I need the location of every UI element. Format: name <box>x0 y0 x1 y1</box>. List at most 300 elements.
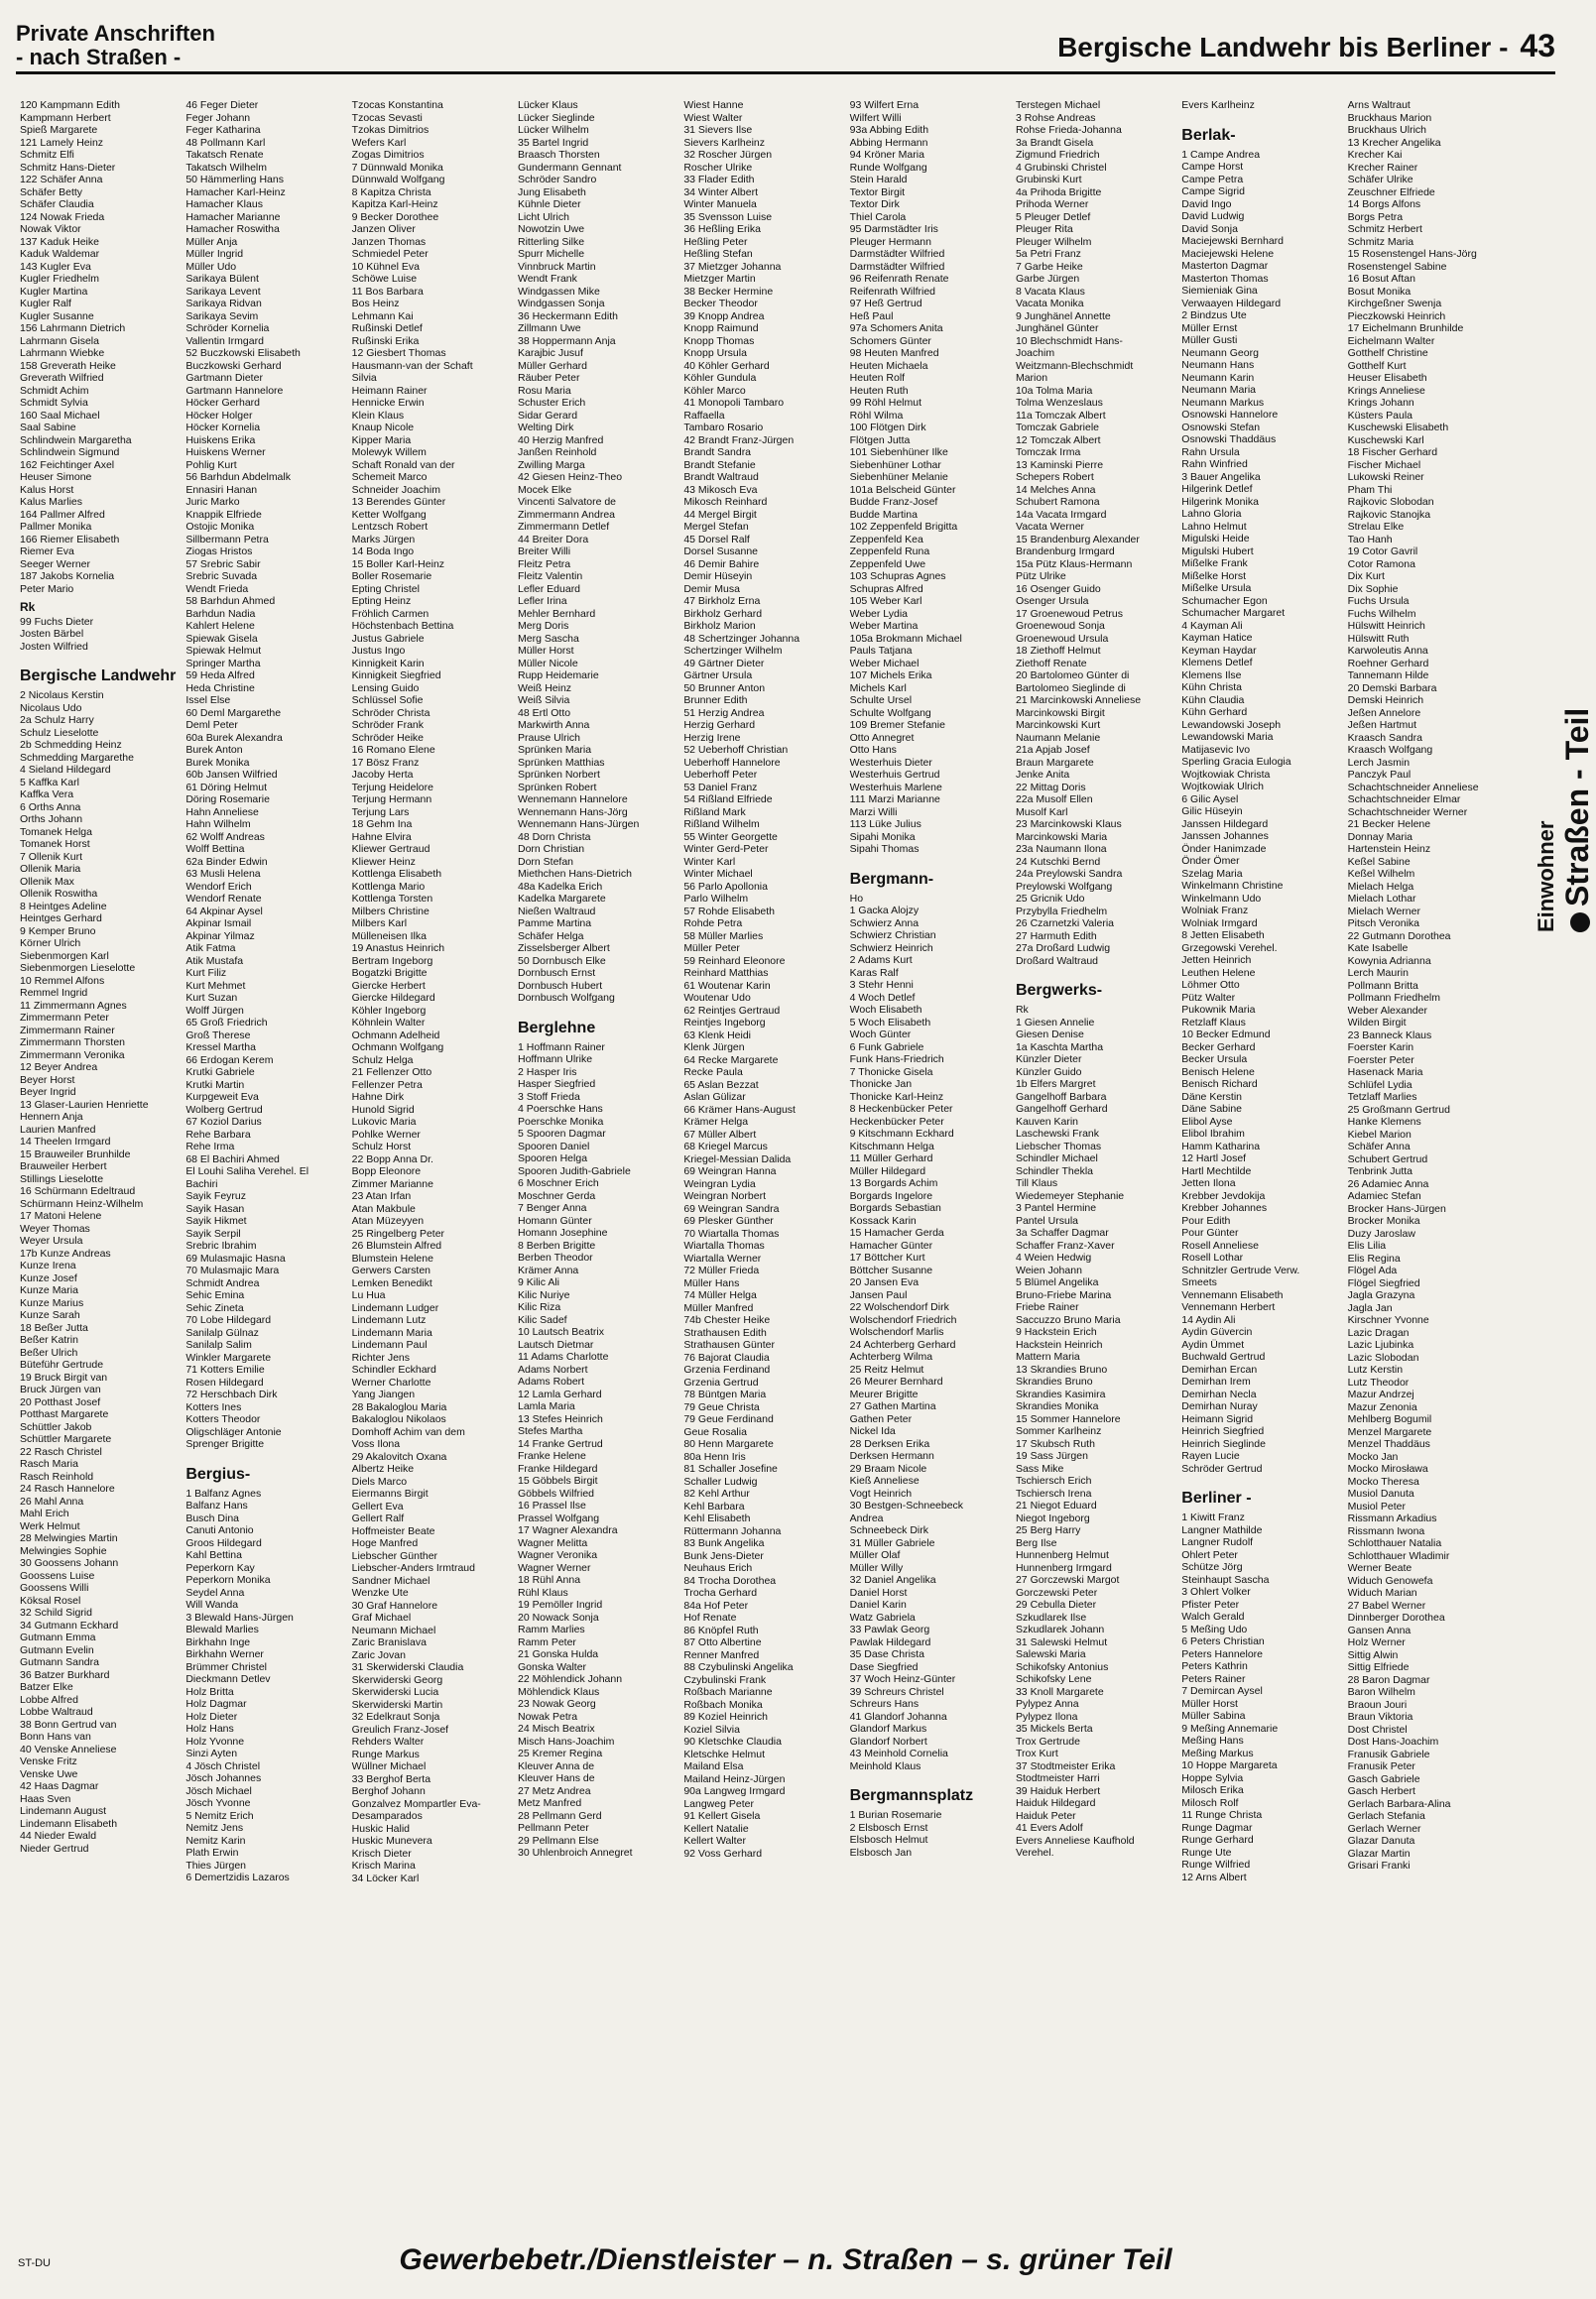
list-item: 13 Berendes Günter <box>351 496 446 508</box>
list-item: 5 Spooren Dagmar <box>517 1128 606 1140</box>
list-item: Pellmann Peter <box>517 1822 589 1834</box>
list-item: Giercke Herbert <box>351 979 426 992</box>
list-item: 42 Haas Dagmar <box>20 1780 99 1792</box>
list-item: Skerwiderski Georg <box>351 1673 443 1686</box>
list-item: Kraasch Wolfgang <box>1347 744 1433 756</box>
list-item: Runge Dagmar <box>1181 1821 1253 1834</box>
list-item: Kilic Riza <box>517 1301 561 1313</box>
list-item: Schütze Jörg <box>1181 1561 1243 1573</box>
list-item: Gotthelf Kurt <box>1347 359 1407 372</box>
list-item: 17 Böttcher Kurt <box>849 1252 925 1264</box>
list-item: 7 Thonicke Gisela <box>849 1065 933 1078</box>
list-item: Borgards Sebastian <box>849 1202 941 1214</box>
list-item: Sanilalp Salim <box>185 1339 252 1351</box>
list-item: Watz Gabriela <box>849 1611 916 1624</box>
list-item: 2b Schmedding Heinz <box>20 739 122 751</box>
list-item: Kurt Suzan <box>185 992 238 1004</box>
list-item: Reintjes Ingeborg <box>683 1017 766 1028</box>
list-item: Siebenhüner Lothar <box>849 458 941 471</box>
list-item: Dorn Christian <box>517 843 585 855</box>
list-item: 25 Großmann Gertrud <box>1347 1103 1450 1116</box>
list-item: Müller Peter <box>683 942 740 954</box>
list-item: Kinnigkeit Karin <box>351 657 425 669</box>
list-item: Stodtmeister Harri <box>1015 1772 1100 1784</box>
list-item: Pollmann Britta <box>1347 979 1418 992</box>
list-item: 113 Lüke Julius <box>849 818 921 830</box>
list-item: 97a Schomers Anita <box>849 322 943 334</box>
list-item: Vacata Werner <box>1015 521 1085 533</box>
list-item: Tetzlaff Marlies <box>1347 1091 1417 1103</box>
list-item: Braoun Jouri <box>1347 1698 1408 1711</box>
list-item: 16 Osenger Guido <box>1015 582 1101 595</box>
list-item: 84 Trocha Dorothea <box>683 1574 777 1587</box>
list-item: Thies Jürgen <box>185 1859 247 1872</box>
list-item: 19 Pemöller Ingrid <box>517 1599 603 1611</box>
list-item: Burek Anton <box>185 744 243 756</box>
list-item: Pitsch Veronika <box>1347 917 1419 929</box>
list-item: Kugler Friedhelm <box>20 273 99 285</box>
list-item: Wolschendorf Friedrich <box>849 1313 957 1326</box>
list-item: 28 Bakaloglou Maria <box>351 1400 447 1413</box>
list-item: Becker Gerhard <box>1181 1040 1256 1053</box>
list-item: Schürmann Heinz-Wilhelm <box>20 1197 144 1210</box>
list-item: Merg Sascha <box>517 632 579 645</box>
list-item: Dorn Stefan <box>517 855 574 868</box>
list-item: Siebenhüner Melanie <box>849 471 948 483</box>
list-item: Jeßen Hartmut <box>1347 719 1417 731</box>
list-item: Sperling Gracia Eulogia <box>1181 756 1291 768</box>
list-item: Groos Hildegard <box>185 1536 262 1549</box>
list-item: Vennemann Elisabeth <box>1181 1288 1284 1301</box>
list-item: Groenewoud Sonja <box>1015 620 1105 632</box>
list-item: Elis Lilia <box>1347 1240 1387 1252</box>
list-item: 143 Kugler Eva <box>20 260 91 273</box>
list-item: Lefler Eduard <box>517 582 581 595</box>
list-item: Zimmermann Peter <box>20 1012 109 1024</box>
list-item: Kunze Maria <box>20 1284 78 1296</box>
list-item: Klein Klaus <box>351 409 405 422</box>
list-item: Michels Karl <box>849 681 907 694</box>
list-item: Langner Mathilde <box>1181 1523 1263 1536</box>
list-item: Rk <box>1015 1004 1029 1016</box>
list-item: Marion <box>1015 372 1048 384</box>
list-item: Schmitz Hans-Dieter <box>20 161 116 174</box>
list-item: Kilic Sadef <box>517 1313 567 1326</box>
list-item: Groß Therese <box>185 1028 251 1041</box>
list-item: Brandenburg Irmgard <box>1015 545 1115 557</box>
list-item: 4 Kayman Ali <box>1181 619 1243 632</box>
list-item: Glandorf Norbert <box>849 1735 927 1748</box>
list-item: Westerhuis Gertrud <box>849 769 940 781</box>
list-item: Moschner Gerda <box>517 1189 596 1202</box>
list-item: 21 Niegot Eduard <box>1015 1500 1097 1512</box>
list-item: Epting Christel <box>351 582 420 595</box>
list-item: Liebscher Günther <box>351 1549 438 1562</box>
list-item: Müller Manfred <box>683 1301 754 1314</box>
list-item: 158 Greverath Heike <box>20 359 116 372</box>
list-item: Kayman Hatice <box>1181 632 1253 644</box>
list-item: Rasch Maria <box>20 1458 78 1470</box>
list-item: Strathausen Günter <box>683 1339 775 1351</box>
list-item: 34 Winter Albert <box>683 185 759 198</box>
list-item: Ho <box>849 892 864 905</box>
list-item: Spiewak Helmut <box>185 645 262 657</box>
list-item: 59 Heda Alfred <box>185 669 255 681</box>
list-item: Wagner Veronika <box>517 1549 598 1561</box>
list-item: 6 Demertzidis Lazaros <box>185 1872 290 1883</box>
street-heading: Berglehne <box>517 1019 596 1036</box>
list-item: 20 Demski Barbara <box>1347 681 1437 694</box>
list-item: Franusik Peter <box>1347 1760 1415 1772</box>
list-item: Hunnenberg Helmut <box>1015 1549 1109 1561</box>
list-item: Kadelka Margarete <box>517 893 606 905</box>
list-item: Neuhaus Erich <box>683 1562 753 1574</box>
list-item: 86 Knöpfel Ruth <box>683 1624 759 1636</box>
list-item: Gasch Gabriele <box>1347 1772 1420 1785</box>
list-item: Kressel Martha <box>185 1041 256 1053</box>
list-item: Runge Markus <box>351 1748 420 1760</box>
list-item: 15 Hamacher Gerda <box>849 1227 944 1239</box>
list-item: Ramm Peter <box>517 1635 576 1648</box>
list-item: Krisch Marina <box>351 1860 416 1872</box>
list-item: Heda Christine <box>185 681 255 694</box>
list-item: Ziogas Hristos <box>185 545 253 557</box>
list-item: Metz Manfred <box>517 1797 582 1809</box>
list-item: Reifenrath Wilfried <box>849 285 936 298</box>
street-heading: Bergmann- <box>849 870 934 888</box>
list-item: Schneebeck Dirk <box>849 1524 929 1536</box>
list-item: Eiermanns Birgit <box>351 1488 429 1500</box>
list-item: 69 Plesker Günther <box>683 1215 774 1227</box>
list-item: 12 Tomczak Albert <box>1015 433 1101 446</box>
list-item: Schindler Eckhard <box>351 1364 436 1376</box>
list-item: 11 Bos Barbara <box>351 285 424 298</box>
list-item: Kottlenga Torsten <box>351 893 433 905</box>
list-item: Koziel Silvia <box>683 1723 740 1736</box>
list-item: Molewyk Willem <box>351 446 427 458</box>
list-item: Wagner Werner <box>517 1561 591 1574</box>
list-item: 1 Gacka Alojzy <box>849 905 920 916</box>
list-item: Keßel Wilhelm <box>1347 868 1415 880</box>
list-item: Nowotzin Uwe <box>517 223 585 235</box>
list-item: 13 Stefes Heinrich <box>517 1412 603 1425</box>
list-item: 38 Bonn Gertrud van <box>20 1718 117 1731</box>
list-item: Schuster Erich <box>517 397 586 409</box>
list-item: Schmidt Achim <box>20 384 89 397</box>
list-item: Sehic Emina <box>185 1289 245 1301</box>
list-item: Ennasiri Hanan <box>185 483 258 496</box>
list-item: 16 Bosut Aftan <box>1347 273 1415 285</box>
list-item: Ritterling Silke <box>517 235 585 248</box>
list-item: Brocker Hans-Jürgen <box>1347 1202 1446 1215</box>
list-item: Gathen Peter <box>849 1412 913 1425</box>
list-item: Rühl Klaus <box>517 1586 568 1599</box>
list-item: Schröder Heike <box>351 731 425 744</box>
list-item: 2 Adams Kurt <box>849 954 913 966</box>
list-item: Holz Dagmar <box>185 1698 247 1710</box>
list-item: 46 Demir Bahire <box>683 557 760 570</box>
list-item: Vogt Heinrich <box>849 1487 913 1500</box>
list-item: Potthast Margarete <box>20 1408 109 1420</box>
list-item: Kinnigkeit Siegfried <box>351 669 441 681</box>
street-heading: Berliner - <box>1181 1490 1252 1507</box>
list-item: Pour Günter <box>1181 1227 1239 1239</box>
list-item: 8 Berben Brigitte <box>517 1239 596 1252</box>
list-item: Wiartalla Thomas <box>683 1240 765 1252</box>
list-item: Zimmermann Andrea <box>517 508 616 521</box>
list-item: Marcinkowski Maria <box>1015 830 1108 843</box>
list-item: 27 Harmuth Edith <box>1015 929 1097 942</box>
list-item: Beßer Katrin <box>20 1334 78 1346</box>
list-item: Jösch Yvonne <box>185 1797 251 1809</box>
list-item: Weyer Ursula <box>20 1235 83 1247</box>
list-item: 74b Chester Heike <box>683 1314 771 1326</box>
list-item: Masterton Thomas <box>1181 272 1269 285</box>
list-item: 31 Skerwiderski Claudia <box>351 1661 464 1673</box>
list-item: 58 Barhdun Ahmed <box>185 595 276 607</box>
list-item: Hamacher Roswitha <box>185 223 280 235</box>
list-item: Orths Johann <box>20 813 83 825</box>
list-item: 101 Siebenhüner Ilke <box>849 446 948 458</box>
list-item: Karwoleutis Anna <box>1347 645 1428 657</box>
list-item: Rupp Heidemarie <box>517 669 599 681</box>
list-item: Rasch Reinhold <box>20 1470 94 1483</box>
list-item: Schmitz Elfi <box>20 149 74 161</box>
list-item: 1 Burian Rosemarie <box>849 1809 942 1821</box>
list-item: Kilic Nuriye <box>517 1288 570 1301</box>
list-item: 10 Kühnel Eva <box>351 260 420 273</box>
list-item: Wiest Hanne <box>683 99 744 111</box>
list-item: 90 Kletschke Claudia <box>683 1736 782 1748</box>
list-item: Pollmann Friedhelm <box>1347 992 1440 1004</box>
list-item: Sarikaya Ridvan <box>185 298 262 309</box>
list-item: Pfister Peter <box>1181 1598 1240 1611</box>
list-item: Tomczak Gabriele <box>1015 422 1099 433</box>
list-item: 2 Bindzus Ute <box>1181 309 1247 321</box>
list-item: Aslan Gülizar <box>683 1091 746 1103</box>
list-item: 102 Zeppenfeld Brigitta <box>849 521 958 533</box>
list-item: Saccuzzo Bruno Maria <box>1015 1313 1121 1326</box>
list-item: Schikofsky Antonius <box>1015 1660 1109 1673</box>
list-item: Werner Beate <box>1347 1562 1412 1574</box>
list-item: Steinhaupt Sascha <box>1181 1573 1270 1586</box>
list-item: Zimmermann Veronika <box>20 1048 125 1061</box>
list-item: Weber Martina <box>849 620 919 632</box>
list-item: Kühn Gerhard <box>1181 706 1248 718</box>
list-item: Plath Erwin <box>185 1847 239 1859</box>
list-item: 48a Kadelka Erich <box>517 880 603 893</box>
list-item: Kipper Maria <box>351 433 412 446</box>
street-heading: Bergius- <box>185 1465 251 1483</box>
list-item: Krebber Johannes <box>1181 1202 1268 1214</box>
list-item: Siebenmorgen Lieselotte <box>20 962 136 974</box>
list-item: 11 Zimmermann Agnes <box>20 999 127 1012</box>
list-item: Rahn Ursula <box>1181 445 1240 458</box>
list-item: Schulte Wolfgang <box>849 706 931 719</box>
list-item: Krämer Helga <box>683 1116 749 1128</box>
list-item: 34 Gutmann Eckhard <box>20 1619 119 1632</box>
list-item: Ziethoff Renate <box>1015 657 1087 669</box>
list-item: Bonn Hans van <box>20 1731 91 1743</box>
list-item: 83 Bunk Angelika <box>683 1537 765 1549</box>
list-item: Bachiri <box>185 1177 218 1190</box>
list-item: Gerlach Werner <box>1347 1822 1421 1835</box>
list-item: 16 Schürmann Edeltraud <box>20 1185 136 1197</box>
list-item: Schulz Helga <box>351 1053 414 1066</box>
list-item: Gundermann Gennant <box>517 161 622 174</box>
list-item: Müller Horst <box>517 645 574 657</box>
list-item: Wolberg Gertrud <box>185 1103 263 1116</box>
list-item: Pleuger Wilhelm <box>1015 235 1092 248</box>
list-item: Kunze Josef <box>20 1271 77 1284</box>
list-item: Janzen Thomas <box>351 235 427 248</box>
list-item: Zimmer Marianne <box>351 1177 433 1190</box>
list-item: Dieckmann Detlev <box>185 1673 271 1685</box>
list-item: 29 Cebulla Dieter <box>1015 1599 1097 1611</box>
list-item: Schaller Ludwig <box>683 1475 758 1488</box>
list-item: Lukowski Reiner <box>1347 471 1424 483</box>
list-item: Rajkovic Stanojka <box>1347 508 1431 521</box>
street-heading: Berlak- <box>1181 126 1236 144</box>
list-item: Klenk Jürgen <box>683 1041 745 1053</box>
list-item: Müller Ingrid <box>185 248 244 260</box>
list-item: 8 Vacata Klaus <box>1015 285 1085 298</box>
list-item: Schäfer Claudia <box>20 198 94 210</box>
list-item: 13 Krecher Angelika <box>1347 136 1441 149</box>
list-item: Tomczak Irma <box>1015 446 1081 458</box>
list-item: 1b Elfers Margret <box>1015 1078 1096 1090</box>
list-item: Schwierz Heinrich <box>849 941 933 954</box>
list-item: Lerch Jasmin <box>1347 756 1411 769</box>
list-item: Sanilalp Gülnaz <box>185 1326 259 1339</box>
list-item: 9 Junghänel Annette <box>1015 309 1111 322</box>
list-item: Musiol Peter <box>1347 1500 1406 1512</box>
list-item: Menzel Margarete <box>1347 1425 1432 1438</box>
list-item: 9 Meßing Annemarie <box>1181 1722 1279 1735</box>
list-item: Schachtschneider Werner <box>1347 805 1468 818</box>
list-item: Heuser Simone <box>20 471 92 483</box>
list-item: Holz Werner <box>1347 1636 1406 1648</box>
list-item: 1 Giesen Annelie <box>1015 1016 1095 1028</box>
list-item: Blumstein Helene <box>351 1252 433 1265</box>
list-item: Tschiersch Irena <box>1015 1487 1092 1500</box>
list-item: Kotters Theodor <box>185 1413 261 1425</box>
list-item: Milbers Karl <box>351 917 408 929</box>
header-title: Bergische Landwehr bis Berliner - <box>1057 32 1509 62</box>
list-item: Dorsel Susanne <box>683 545 759 557</box>
list-item: 8 Heintges Adeline <box>20 900 107 912</box>
list-item: Feger Johann <box>185 111 251 124</box>
list-item: 22 Rasch Christel <box>20 1445 102 1458</box>
list-item: Birkhahn Inge <box>185 1635 251 1648</box>
bullet-dot-icon <box>1570 912 1590 932</box>
list-item: Lerch Maurin <box>1347 967 1409 979</box>
list-item: Lazic Ljubinka <box>1347 1339 1414 1351</box>
list-item: Widuch Marian <box>1347 1587 1417 1599</box>
list-item: Gärtner Ursula <box>683 669 753 681</box>
list-item: 44 Nieder Ewald <box>20 1830 97 1842</box>
list-item: Schäfer Helga <box>517 929 584 942</box>
list-item: Göbbels Wilfried <box>517 1487 595 1500</box>
list-item: 31 Salewski Helmut <box>1015 1635 1108 1648</box>
list-item: 25 Berg Harry <box>1015 1524 1081 1536</box>
list-item: 3a Brandt Gisela <box>1015 136 1094 149</box>
list-item: Hartl Mechtilde <box>1181 1164 1252 1177</box>
column-5 <box>683 99 843 2222</box>
list-item: Heßling Stefan <box>683 248 753 260</box>
list-item: Osnowski Hannelore <box>1181 409 1279 421</box>
list-item: 19 Bruck Birgit van <box>20 1371 108 1384</box>
list-item: Przybylla Friedhelm <box>1015 905 1108 917</box>
list-item: Weiß Heinz <box>517 681 572 694</box>
list-item: Runde Wolfgang <box>849 161 927 174</box>
list-item: 70 Lobe Hildegard <box>185 1314 272 1326</box>
list-item: 26 Adamiec Anna <box>1347 1177 1429 1190</box>
list-item: Borgs Petra <box>1347 210 1404 223</box>
list-item: Heuser Elisabeth <box>1347 372 1427 384</box>
list-item: Rajkovic Slobodan <box>1347 496 1434 508</box>
list-item: 48 Pollmann Karl <box>185 136 266 149</box>
list-item: Rahn Winfried <box>1181 458 1248 470</box>
list-item: 9 Kilic Ali <box>517 1276 559 1288</box>
list-item: Lindemann August <box>20 1805 106 1817</box>
list-item: 6 Orths Anna <box>20 800 81 813</box>
column-2 <box>185 99 345 2222</box>
list-item: 91 Kellert Gisela <box>683 1810 761 1822</box>
list-item: 18 Ziethoff Helmut <box>1015 645 1101 657</box>
list-item: Kehl Barbara <box>683 1500 745 1512</box>
list-item: 95 Darmstädter Iris <box>849 223 938 235</box>
list-item: Kriegel-Messian Dalida <box>683 1152 792 1165</box>
list-item: Zogas Dimitrios <box>351 149 425 161</box>
list-item: Herzig Irene <box>683 731 741 744</box>
list-item: Sprünken Matthias <box>517 756 605 769</box>
list-item: Runge Gerhard <box>1181 1834 1254 1846</box>
list-item: Adams Robert <box>517 1376 585 1388</box>
list-item: Däne Kerstin <box>1181 1090 1242 1103</box>
list-item: Achterberg Wilma <box>849 1351 933 1363</box>
list-item: 21 Fellenzer Otto <box>351 1066 432 1078</box>
list-item: 162 Feichtinger Axel <box>20 458 115 471</box>
list-item: Wendorf Renate <box>185 893 262 905</box>
list-item: Nemitz Karin <box>185 1834 246 1847</box>
list-item: 10 Hoppe Margareta <box>1181 1759 1278 1771</box>
list-item: 6 Gilic Aysel <box>1181 792 1239 805</box>
list-item: Venske Fritz <box>20 1755 77 1767</box>
list-item: 19 Anastus Heinrich <box>351 942 445 954</box>
list-item: Jeßen Annelore <box>1347 706 1421 719</box>
list-item: 36 Heckermann Edith <box>517 309 618 322</box>
list-item: 51 Herzig Andrea <box>683 706 765 719</box>
list-item: 52 Ueberhoff Christian <box>683 744 789 756</box>
list-item: 17 Matoni Helene <box>20 1210 102 1222</box>
list-item: Holz Dieter <box>185 1710 238 1723</box>
list-item: 40 Köhler Gerhard <box>683 359 770 372</box>
list-item: 47 Birkholz Erna <box>683 595 761 607</box>
list-item: Mazur Zenonia <box>1347 1400 1417 1413</box>
list-item: Gasch Herbert <box>1347 1785 1415 1797</box>
list-item: Barhdun Nadia <box>185 607 256 620</box>
header-left-line2: - nach Straßen - <box>16 45 182 69</box>
list-item: Tzocas Sevasti <box>351 111 423 124</box>
list-item: Demski Heinrich <box>1347 694 1424 706</box>
list-item: Janssen Johannes <box>1181 830 1269 842</box>
list-item: Zeppenfeld Kea <box>849 533 923 545</box>
list-item: 121 Lamely Heinz <box>20 136 104 149</box>
list-item: Kleuver Hans de <box>517 1772 595 1784</box>
list-item: 103 Schupras Agnes <box>849 570 946 582</box>
list-item: 60b Jansen Wilfried <box>185 769 278 781</box>
